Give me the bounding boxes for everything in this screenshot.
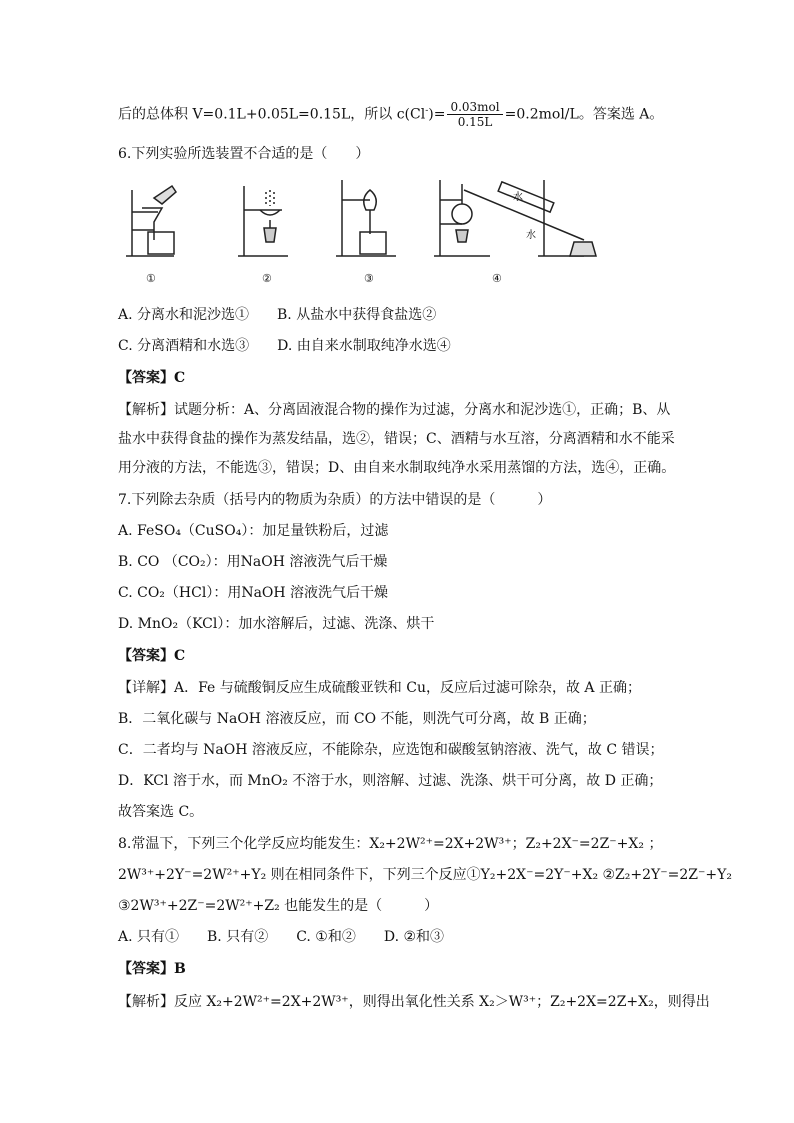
q6-stem: 6.下列实验所选装置不合适的是（ ） bbox=[118, 146, 370, 162]
water-out-label: 水 bbox=[513, 192, 523, 203]
fraction-numerator: 0.03mol bbox=[447, 100, 502, 115]
q6-analysis-line-2: 盐水中获得食盐的操作为蒸发结晶，选②，错误；C、酒精与水互溶，分离酒精和水不能采 bbox=[118, 431, 675, 447]
q5-text-pre: 后的总体积 V=0.1L+0.05L=0.15L，所以 c(Cl bbox=[118, 106, 426, 123]
q6-analysis-line-1: 【解析】试题分析：A、分离固液混合物的操作为过滤，分离水和泥沙选①，正确；B、从 bbox=[118, 402, 671, 418]
q8-analysis-line-1: 【解析】反应 X₂+2W²⁺=2X+2W³⁺，则得出氧化性关系 X₂＞W³⁺；Z₂+2X=2Z+X₂，则得出 bbox=[118, 994, 710, 1010]
q7-detail-line-2: B．二氧化碳与 NaOH 溶液反应，而 CO 不能，则洗气可分离，故 B 正确； bbox=[118, 711, 596, 727]
q6-answer: 【答案】C bbox=[118, 370, 186, 386]
q6-options-ab: A. 分离水和泥沙选① B. 从盐水中获得食盐选② bbox=[118, 307, 437, 323]
q8-stem-line-3: ③2W³⁺+2Z⁻=2W²⁺+Z₂ 也能发生的是（ ） bbox=[118, 898, 439, 914]
separatory-funnel-icon bbox=[336, 180, 396, 256]
figure-label-2: ② bbox=[262, 272, 272, 285]
filtration-apparatus-icon bbox=[126, 186, 176, 256]
q7-detail-line-4: D．KCl 溶于水，而 MnO₂ 不溶于水，则溶解、过滤、洗涤、烘干可分离，故 D 正确； bbox=[118, 773, 663, 789]
q7-option-c: C. CO₂（HCl）：用NaOH 溶液洗气后干燥 bbox=[118, 585, 389, 601]
q8-answer: 【答案】B bbox=[118, 961, 186, 977]
q7-detail-line-5: 故答案选 C。 bbox=[118, 804, 204, 820]
q8-stem-line-1: 8.常温下，下列三个化学反应均能发生：X₂+2W²⁺=2X+2W³⁺；Z₂+2X⁻=2Z⁻+X₂ ； bbox=[118, 836, 663, 852]
q7-option-a: A. FeSO₄（CuSO₄）：加足量铁粉后，过滤 bbox=[118, 523, 389, 539]
q5-text-mid: )= bbox=[428, 106, 446, 123]
apparatus-figure bbox=[118, 170, 628, 290]
water-in-label: 水 bbox=[526, 230, 536, 241]
q7-detail-line-3: C．二者均与 NaOH 溶液反应，不能除杂，应选饱和碳酸氢钠溶液、洗气，故 C 错误； bbox=[118, 742, 664, 758]
q7-stem: 7.下列除去杂质（括号内的物质为杂质）的方法中错误的是（ ） bbox=[118, 492, 552, 508]
q7-option-b: B. CO （CO₂）：用NaOH 溶液洗气后干燥 bbox=[118, 554, 388, 570]
figure-label-3: ③ bbox=[364, 272, 374, 285]
q6-options-cd: C. 分离酒精和水选③ D. 由自来水制取纯净水选④ bbox=[118, 338, 451, 354]
q8-options: A. 只有① B. 只有② C. ①和② D. ②和③ bbox=[118, 929, 445, 945]
figure-label-1: ① bbox=[146, 272, 156, 285]
q5-text-post: =0.2mol/L。答案选 A。 bbox=[504, 106, 664, 123]
q8-stem-line-2: 2W³⁺+2Y⁻=2W²⁺+Y₂ 则在相同条件下，下列三个反应①Y₂+2X⁻=2Y⁻+X₂ ②Z₂+2Y⁻=2Z⁻+Y₂ bbox=[118, 867, 733, 883]
evaporation-apparatus-icon bbox=[238, 186, 288, 256]
q6-analysis-line-3: 用分液的方法，不能选③，错误；D、由自来水制取纯净水采用蒸馏的方法，选④，正确。 bbox=[118, 460, 676, 476]
figure-label-4: ④ bbox=[492, 272, 502, 285]
q7-option-d: D. MnO₂（KCl）：加水溶解后，过滤、洗涤、烘干 bbox=[118, 616, 435, 632]
q5-superscript: - bbox=[425, 105, 429, 116]
fraction-denominator: 0.15L bbox=[457, 115, 493, 129]
q7-answer: 【答案】C bbox=[118, 648, 186, 664]
q5-fraction bbox=[447, 100, 502, 129]
q7-detail-line-1: 【详解】A．Fe 与硫酸铜反应生成硫酸亚铁和 Cu，反应后过滤可除杂，故 A 正确； bbox=[118, 680, 641, 696]
q5-conclusion-line bbox=[118, 100, 663, 129]
